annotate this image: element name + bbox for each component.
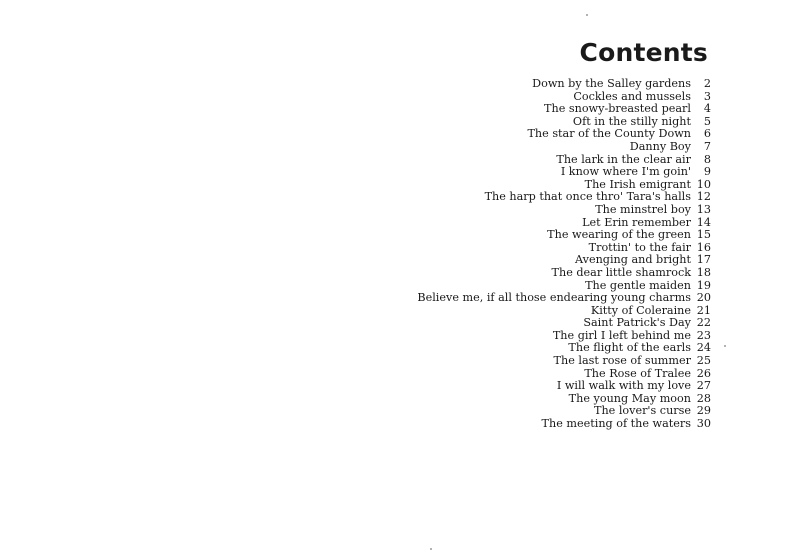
toc-entry-title: The harp that once thro' Tara's halls [484,190,691,204]
table-of-contents [417,78,711,431]
toc-entry [417,380,711,393]
toc-entry-page-number: 14 [696,215,711,229]
toc-entry-title: The minstrel boy [595,202,691,216]
toc-entry-page-number: 21 [696,303,711,317]
toc-entry-title: The lover's curse [593,404,691,418]
toc-entry-page-number: 15 [696,228,711,242]
toc-entry-page-number: 22 [696,316,711,330]
toc-entry-page-number: 7 [703,139,711,153]
toc-entry-page-number: 17 [696,253,711,267]
toc-entry-page-number: 5 [703,114,711,128]
toc-entry [417,317,711,330]
toc-entry-title: The young May moon [568,391,691,405]
toc-entry-page-number: 16 [696,240,711,254]
toc-entry-title: Saint Patrick's Day [583,316,691,330]
toc-entry-title: Believe me, if all those endearing young charms [417,291,691,305]
toc-entry-title: Danny Boy [629,139,691,153]
toc-entry-page-number: 19 [696,278,711,292]
toc-entry-title: The lark in the clear air [556,152,691,166]
toc-entry-page-number: 27 [696,379,711,393]
toc-entry-page-number: 4 [703,102,711,116]
page-title: Contents [579,38,708,67]
toc-entry-page-number: 23 [696,328,711,342]
toc-entry-title: I will walk with my love [556,379,691,393]
toc-entry-title: I know where I'm goin' [560,165,691,179]
toc-entry [417,418,711,431]
toc-entry-title: The star of the County Down [527,127,691,141]
toc-entry-page-number: 10 [696,177,711,191]
toc-entry-title: The Irish emigrant [584,177,691,191]
toc-entry-title: The flight of the earls [568,341,691,355]
toc-entry [417,78,711,91]
toc-entry-title: The dear little shamrock [551,265,691,279]
toc-entry [417,166,711,179]
toc-entry [417,141,711,154]
toc-entry [417,103,711,116]
toc-entry-title: The wearing of the green [547,228,691,242]
toc-entry-title: Avenging and bright [575,253,691,267]
toc-entry-title: The last rose of summer [553,354,691,368]
toc-entry-title: Oft in the stilly night [572,114,691,128]
toc-entry-page-number: 25 [696,354,711,368]
toc-entry-page-number: 12 [696,190,711,204]
toc-entry-page-number: 30 [696,417,711,431]
toc-entry-page-number: 29 [696,404,711,418]
toc-entry-page-number: 6 [703,127,711,141]
toc-entry-page-number: 13 [696,202,711,216]
paper-speck [430,548,432,550]
toc-entry-page-number: 28 [696,391,711,405]
toc-entry-page-number: 26 [696,366,711,380]
toc-entry-title: Cockles and mussels [573,89,691,103]
toc-entry-page-number: 18 [696,265,711,279]
toc-entry [417,267,711,280]
toc-entry-page-number: 9 [703,165,711,179]
toc-entry-page-number: 20 [696,291,711,305]
toc-entry-title: The snowy-breasted pearl [544,102,691,116]
toc-entry [417,292,711,305]
toc-entry-title: The meeting of the waters [541,417,691,431]
toc-entry-title: Kitty of Coleraine [590,303,691,317]
paper-speck [724,345,726,347]
paper-speck [586,14,588,16]
toc-entry-title: The gentle maiden [585,278,691,292]
toc-entry [417,229,711,242]
toc-entry-title: Down by the Salley gardens [532,77,691,90]
toc-entry [417,355,711,368]
toc-entry [417,204,711,217]
toc-entry-title: The girl I left behind me [552,328,691,342]
toc-entry-page-number: 2 [703,77,711,90]
toc-entry-title: Trottin' to the fair [588,240,691,254]
toc-entry-page-number: 24 [696,341,711,355]
toc-entry-title: The Rose of Tralee [584,366,691,380]
toc-entry-title: Let Erin remember [582,215,691,229]
toc-entry-page-number: 8 [703,152,711,166]
toc-entry-page-number: 3 [703,89,711,103]
